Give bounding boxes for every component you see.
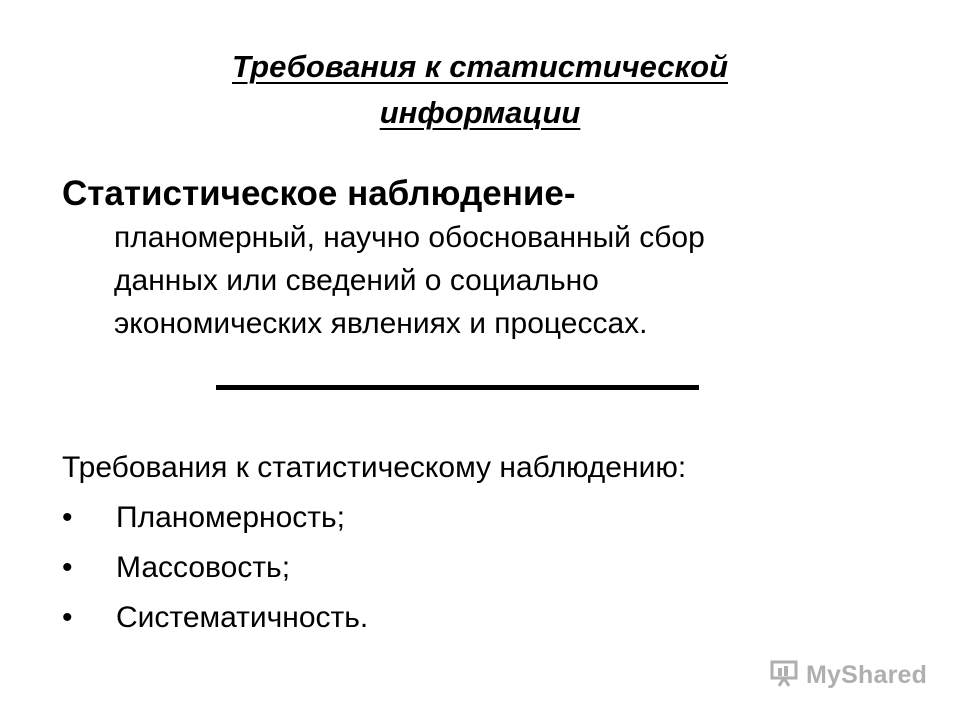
definition-text <box>114 216 922 345</box>
horizontal-divider <box>216 385 699 390</box>
list-item-text: Планомерность; <box>116 501 345 534</box>
bullet-icon: • <box>62 601 73 634</box>
definition-line-3: экономических явлениях и процессах. <box>114 307 648 340</box>
list-item-text: Систематичность. <box>116 601 369 634</box>
slide-title <box>0 44 960 136</box>
definition-term: Статистическое наблюдение- <box>62 174 576 213</box>
watermark <box>770 660 927 690</box>
requirements-heading: Требования к статистическому наблюдению: <box>62 451 687 484</box>
definition-line-1: планомерный, научно обоснованный сбор <box>114 221 705 254</box>
list-item-text: Массовость; <box>116 551 291 584</box>
definition-block <box>62 172 922 345</box>
slide-title-line-1: Требования к статистической <box>231 49 729 84</box>
slide-title-line-2: информации <box>379 95 581 130</box>
definition-line-2: данных или сведений о социально <box>114 264 599 297</box>
bullet-icon: • <box>62 501 73 534</box>
presentation-board-icon <box>770 659 800 692</box>
bullet-icon: • <box>62 551 73 584</box>
watermark-text: MyShared <box>806 660 928 689</box>
